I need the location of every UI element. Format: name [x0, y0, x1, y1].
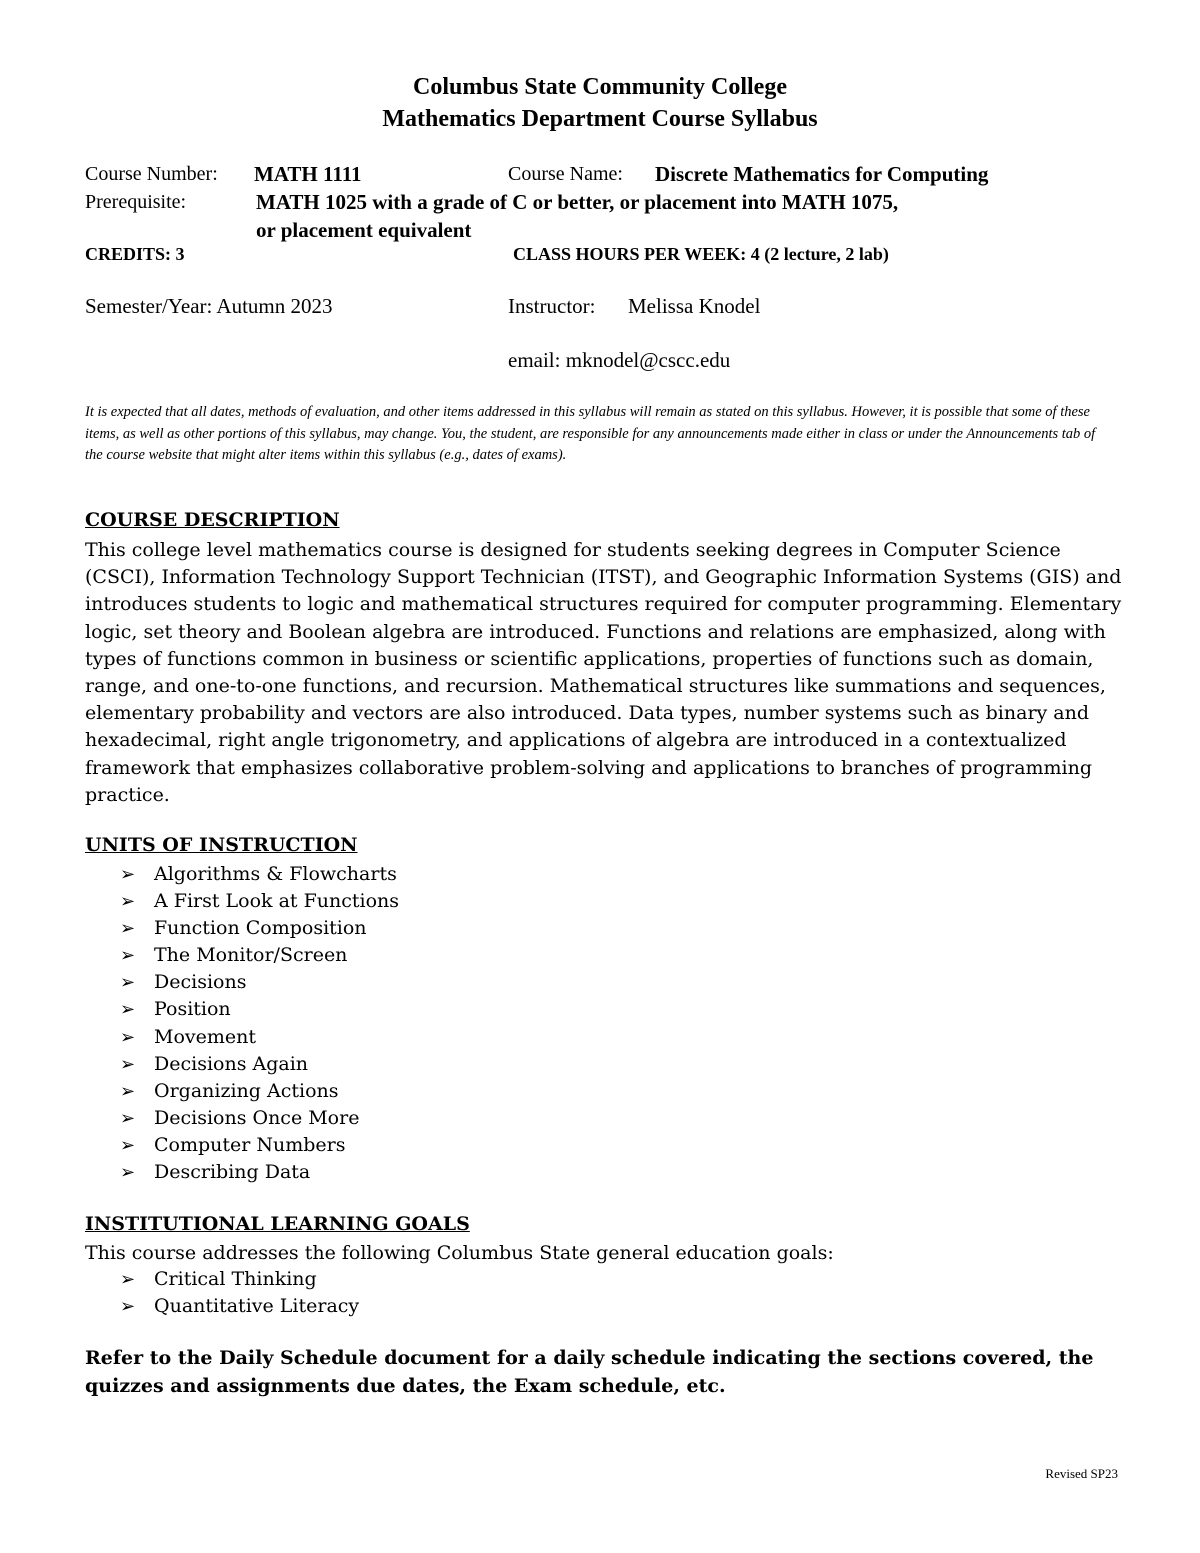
credits: CREDITS: 3 — [85, 244, 185, 264]
instructor-name: Melissa Knodel — [628, 294, 761, 318]
list-item: ➢ Computer Numbers — [120, 1132, 399, 1159]
daily-schedule-note: Refer to the Daily Schedule document for a daily schedule indicating the sections covered, the quizzes and assignments due dates, the Exam schedule, etc. — [85, 1347, 1094, 1397]
course-number-label: Course Number: — [85, 163, 218, 185]
revision-label: Revised SP23 — [1045, 1466, 1118, 1481]
course-number-value: MATH 1111 — [254, 162, 362, 186]
syllabus-title: Mathematics Department Course Syllabus — [382, 106, 818, 132]
disclaimer-note: It is expected that all dates, methods of evaluation, and other items addressed in this syllabus will remain as stated on this syllabus. However, it is possible that some of these items, as well as other portions of this syllabus, may change. You, the student, are responsible for any announcements made either in class or under the Announcements tab of the course website that might alter items within this syllabus (e.g., dates of exams). — [85, 404, 1096, 463]
learning-goals-intro: This course addresses the following Columbus State general education goals: — [85, 1242, 834, 1264]
list-item: ➢ Position — [120, 996, 399, 1023]
course-name-label: Course Name: — [508, 163, 623, 185]
prerequisite-label: Prerequisite: — [85, 191, 187, 213]
arrow-bullet-icon: ➢ — [120, 999, 136, 1021]
instructor-label: Instructor: — [508, 294, 596, 318]
list-item: ➢ Function Composition — [120, 915, 399, 942]
instructor-email: email: mknodel@cscc.edu — [508, 348, 731, 372]
semester-year: Semester/Year: Autumn 2023 — [85, 294, 333, 318]
college-title: Columbus State Community College — [412, 74, 787, 100]
arrow-bullet-icon: ➢ — [120, 1080, 136, 1102]
arrow-bullet-icon: ➢ — [120, 1162, 136, 1184]
class-hours: CLASS HOURS PER WEEK: 4 (2 lecture, 2 lab) — [513, 244, 889, 264]
arrow-bullet-icon: ➢ — [120, 1026, 136, 1048]
arrow-bullet-icon: ➢ — [120, 1296, 136, 1318]
list-item: ➢ Quantitative Literacy — [120, 1293, 359, 1320]
arrow-bullet-icon: ➢ — [120, 918, 136, 940]
arrow-bullet-icon: ➢ — [120, 1107, 136, 1129]
arrow-bullet-icon: ➢ — [120, 1053, 136, 1075]
list-item: ➢ Algorithms & Flowcharts — [120, 861, 399, 888]
list-item: ➢ Movement — [120, 1024, 399, 1051]
list-item: ➢ Decisions — [120, 969, 399, 996]
list-item: ➢ A First Look at Functions — [120, 888, 399, 915]
prerequisite-line-2: or placement equivalent — [256, 218, 472, 242]
arrow-bullet-icon: ➢ — [120, 972, 136, 994]
arrow-bullet-icon: ➢ — [120, 864, 136, 885]
units-heading: UNITS OF INSTRUCTION — [85, 834, 358, 856]
arrow-bullet-icon: ➢ — [120, 1134, 136, 1156]
goals-list — [120, 1266, 359, 1320]
list-item: ➢ Decisions Again — [120, 1051, 399, 1078]
course-name-value: Discrete Mathematics for Computing — [655, 162, 989, 186]
units-list — [120, 861, 399, 1186]
course-description-heading: COURSE DESCRIPTION — [85, 509, 340, 531]
list-item: ➢ Organizing Actions — [120, 1078, 399, 1105]
course-description-text: This college level mathematics course is designed for students seeking degrees in Computer Science (CSCI), Information Technology Support Technician (ITST), and Geographic Information Systems (GIS) and introduces students to logic and mathematical structures required for computer programming. Elementary logic, set theory and Boolean algebra are introduced. Functions and relations are emphasized, along with types of functions common in business or scientific applications, properties of functions such as domain, range, and one-to-one functions, and recursion. Mathematical structures like summations and sequences, elementary probability and vectors are also introduced. Data types, number systems such as binary and hexadecimal, right angle trigonometry, and applications of algebra are introduced in a contextualized framework that emphasizes collaborative problem-solving and applications to branches of programming practice. — [85, 539, 1122, 806]
list-item: ➢ Critical Thinking — [120, 1266, 359, 1293]
list-item: ➢ Describing Data — [120, 1159, 399, 1186]
list-item: ➢ The Monitor/Screen — [120, 942, 399, 969]
arrow-bullet-icon: ➢ — [120, 1269, 136, 1290]
arrow-bullet-icon: ➢ — [120, 945, 136, 967]
prerequisite-line-1: MATH 1025 with a grade of C or better, or placement into MATH 1075, — [256, 190, 899, 214]
learning-goals-heading: INSTITUTIONAL LEARNING GOALS — [85, 1213, 470, 1235]
list-item: ➢ Decisions Once More — [120, 1105, 399, 1132]
arrow-bullet-icon: ➢ — [120, 891, 136, 913]
